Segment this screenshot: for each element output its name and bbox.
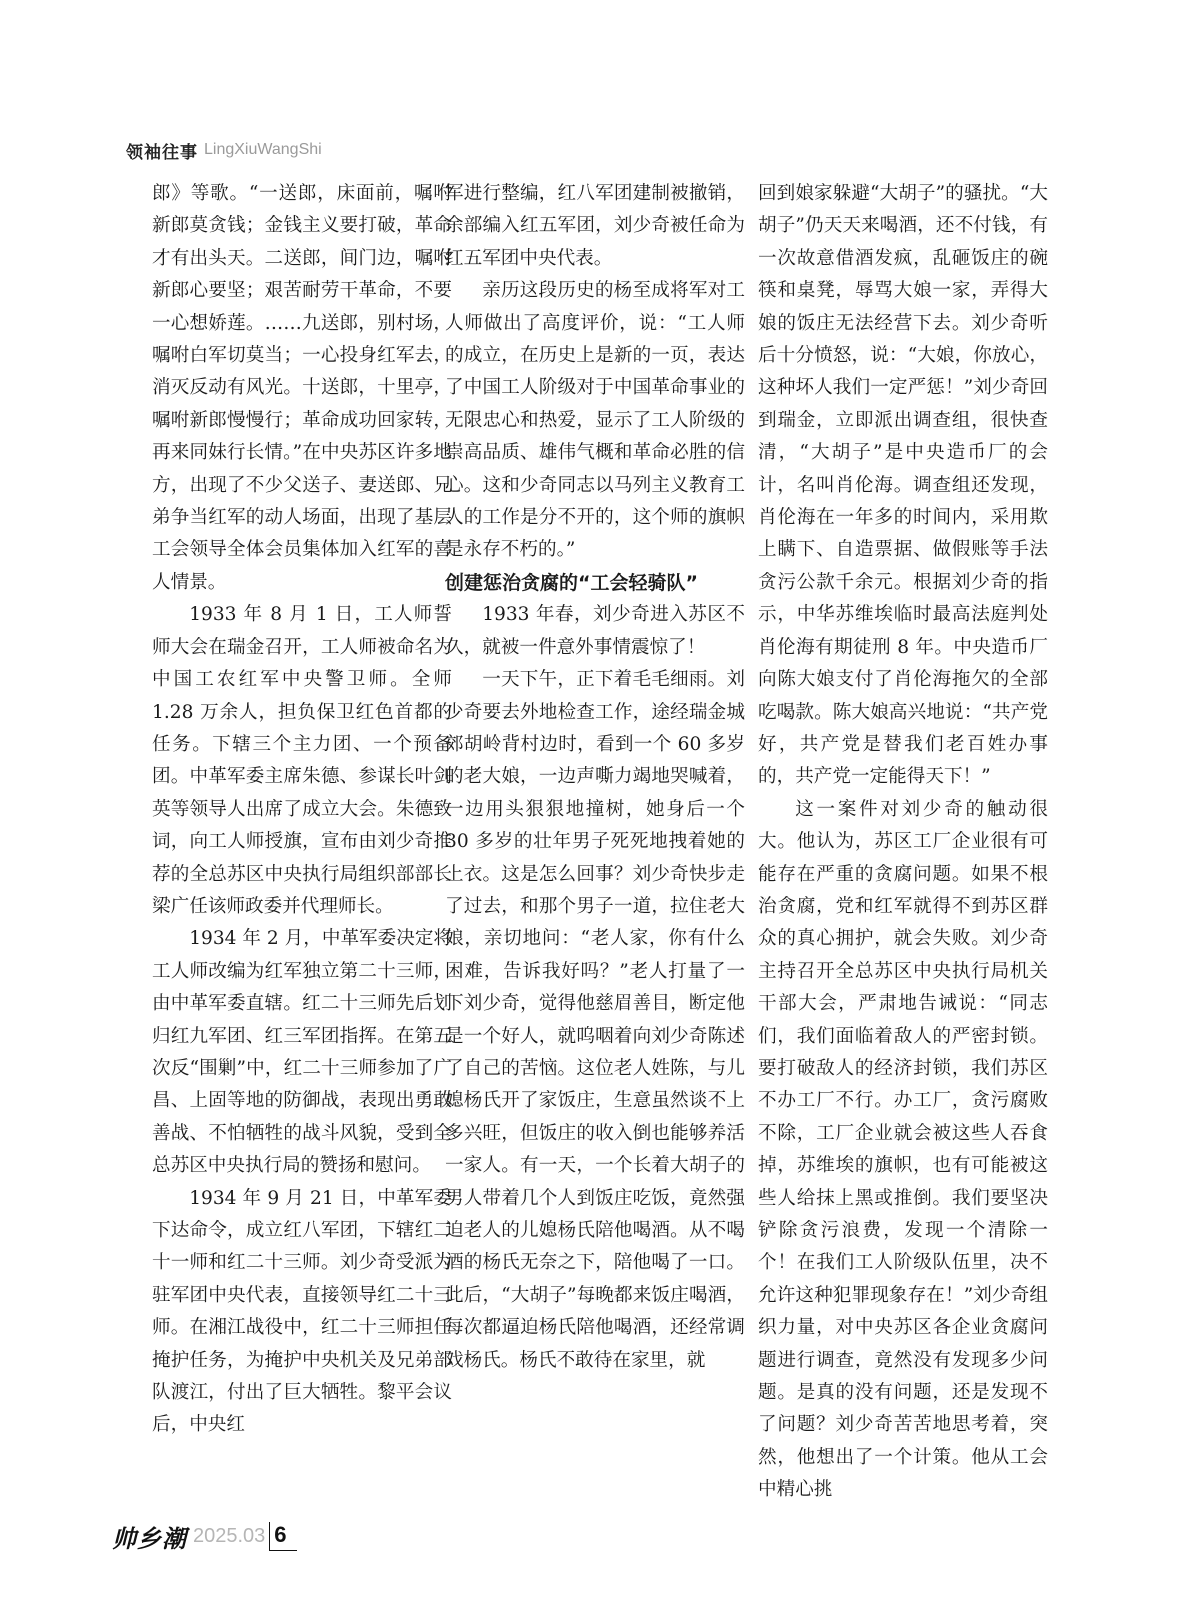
section-title: 领袖往事 (124, 138, 200, 163)
paragraph: 一天下午，正下着毛毛细雨。刘少奇要去外地检查工作，途经瑞金城郊胡岭背村边时，看到一个 60 多岁的老大娘，一边声嘶力竭地哭喊着，一边用头狠狠地撞树，她身后一个 30 多岁的壮年男子死死地拽着她的上衣。这是怎么回事？刘少奇快步走了过去，和那个男子一道，拉住老大娘，亲切地问：“老人家，你有什么困难，告诉我好吗？”老人打量了一下刘少奇，觉得他慈眉善目，断定他是一个好人，就呜咽着向刘少奇陈述了自己的苦恼。这位老人姓陈，与儿媳杨氏开了家饭庄，生意虽然谈不上多兴旺，但饭庄的收入倒也能够养活一家人。有一天，一个长着大胡子的男人带着几个人到饭庄吃饭，竟然强迫老人的儿媳杨氏陪他喝酒。从不喝酒的杨氏无奈之下，陪他喝了一口。此后，“大胡子”每晚都来饭庄喝酒，每次都逼迫杨氏陪他喝酒，还经常调戏杨氏。杨氏不敢待在家里，就 (445, 669, 745, 1371)
paragraph: 军进行整编，红八军团建制被撤销，余部编入红五军团，刘少奇被任命为红五军团中央代表。 (445, 183, 745, 269)
paragraph: 1933 年 8 月 1 日，工人师誓师大会在瑞金召开，工人师被命名为中国工农红军中央警卫师。全师 1.28 万余人，担负保卫红色首都的任务。下辖三个主力团、一个预备团。中革军委主席朱德、参谋长叶剑英等领导人出席了成立大会。朱德致词，向工人师授旗，宣布由刘少奇推荐的全总苏区中央执行局组织部部长梁广任该师政委并代理师长。 (152, 604, 452, 917)
text-column-1 (152, 178, 452, 1442)
paragraph: 1934 年 2 月，中革军委决定将工人师改编为红军独立第二十三师，由中革军委直辖。红二十三师先后划归红九军团、红三军团指挥。在第五次反“围剿”中，红二十三师参加了广昌、上固等地的防御战，表现出勇敢善战、不怕牺牲的战斗风貌，受到全总苏区中央执行局的赞扬和慰问。 (152, 928, 453, 1177)
paragraph: 这一案件对刘少奇的触动很大。他认为，苏区工厂企业很有可能存在严重的贪腐问题。如果不根治贪腐，党和红军就得不到苏区群众的真心拥护，就会失败。刘少奇主持召开全总苏区中央执行局机关干部大会，严肃地告诫说：“同志们，我们面临着敌人的严密封锁。要打破敌人的经济封锁，我们苏区不办工厂不行。办工厂，贪污腐败不除，工厂企业就会被这些人吞食掉，苏维埃的旗帜，也有可能被这些人给抹上黑或推倒。我们要坚决铲除贪污浪费，发现一个清除一个！在我们工人阶级队伍里，决不允许这种犯罪现象存在！”刘少奇组织力量，对中央苏区各企业贪腐问题进行调查，竟然没有发现多少问题。是真的没有问题，还是发现不了问题？刘少奇苦苦地思考着，突然，他想出了一个计策。他从工会中精心挑 (758, 798, 1048, 1501)
paragraph: 亲历这段历史的杨至成将军对工人师做出了高度评价，说：“工人师的成立，在历史上是新的一页，表达了中国工人阶级对于中国革命事业的无限忠心和热爱，显示了工人阶级的崇高品质、雄伟气概和革命必胜的信心。这和少奇同志以马列主义教育工人的工作是分不开的，这个师的旗帜是永存不朽的。” (445, 280, 745, 561)
paragraph: 1934 年 9 月 21 日，中革军委下达命令，成立红八军团，下辖红二十一师和红二十三师。刘少奇受派为驻军团中央代表，直接领导红二十三师。在湘江战役中，红二十三师担任掩护任务，为掩护中央机关及兄弟部队渡江，付出了巨大牺牲。黎平会议后，中央红 (152, 1187, 452, 1436)
page-number: 6 (269, 1522, 296, 1551)
text-column-3 (758, 178, 1048, 1507)
page-footer (112, 1518, 297, 1554)
magazine-logo: 帅乡潮 (112, 1523, 187, 1553)
section-subtitle: LingXiuWangShi (204, 141, 322, 158)
text-column-2 (445, 178, 745, 1377)
section-heading: 创建惩治贪腐的“工会轻骑队” (445, 571, 698, 594)
section-header (128, 137, 322, 163)
paragraph: 回到娘家躲避“大胡子”的骚扰。“大胡子”仍天天来喝酒，还不付钱，有一次故意借酒发疯，乱砸饭庄的碗筷和桌凳，辱骂大娘一家，弄得大娘的饭庄无法经营下去。刘少奇听后十分愤怒，说：“大娘，你放心，这种坏人我们一定严惩！”刘少奇回到瑞金，立即派出调查组，很快查清，“大胡子”是中央造币厂的会计，名叫肖伦海。调查组还发现，肖伦海在一年多的时间内，采用欺上瞒下、自造票据、做假账等手法贪污公款千余元。根据刘少奇的指示，中华苏维埃临时最高法庭判处肖伦海有期徒刑 8 年。中央造币厂向陈大娘支付了肖伦海拖欠的全部吃喝款。陈大娘高兴地说：“共产党好，共产党是替我们老百姓办事的，共产党一定能得天下！” (758, 183, 1048, 788)
paragraph: 郎》等歌。“一送郎，床面前，嘱咐新郎莫贪钱；金钱主义要打破，革命才有出头天。二送郎，间门边，嘱咐新郎心要坚；艰苦耐劳干革命，不要一心想娇莲。……九送郎，别村场，嘱咐白军切莫当；一心投身红军去，消灭反动有风光。十送郎，十里亭，嘱咐新郎慢慢行；革命成功回家转，再来同妹行长情。”在中央苏区许多地方，出现了不少父送子、妻送郎、兄弟争当红军的动人场面，出现了基层工会领导全体会员集体加入红军的喜人情景。 (152, 183, 452, 593)
issue-number: 2025.03 (193, 1524, 266, 1547)
paragraph: 1933 年春，刘少奇进入苏区不久，就被一件意外事情震惊了！ (445, 604, 745, 658)
